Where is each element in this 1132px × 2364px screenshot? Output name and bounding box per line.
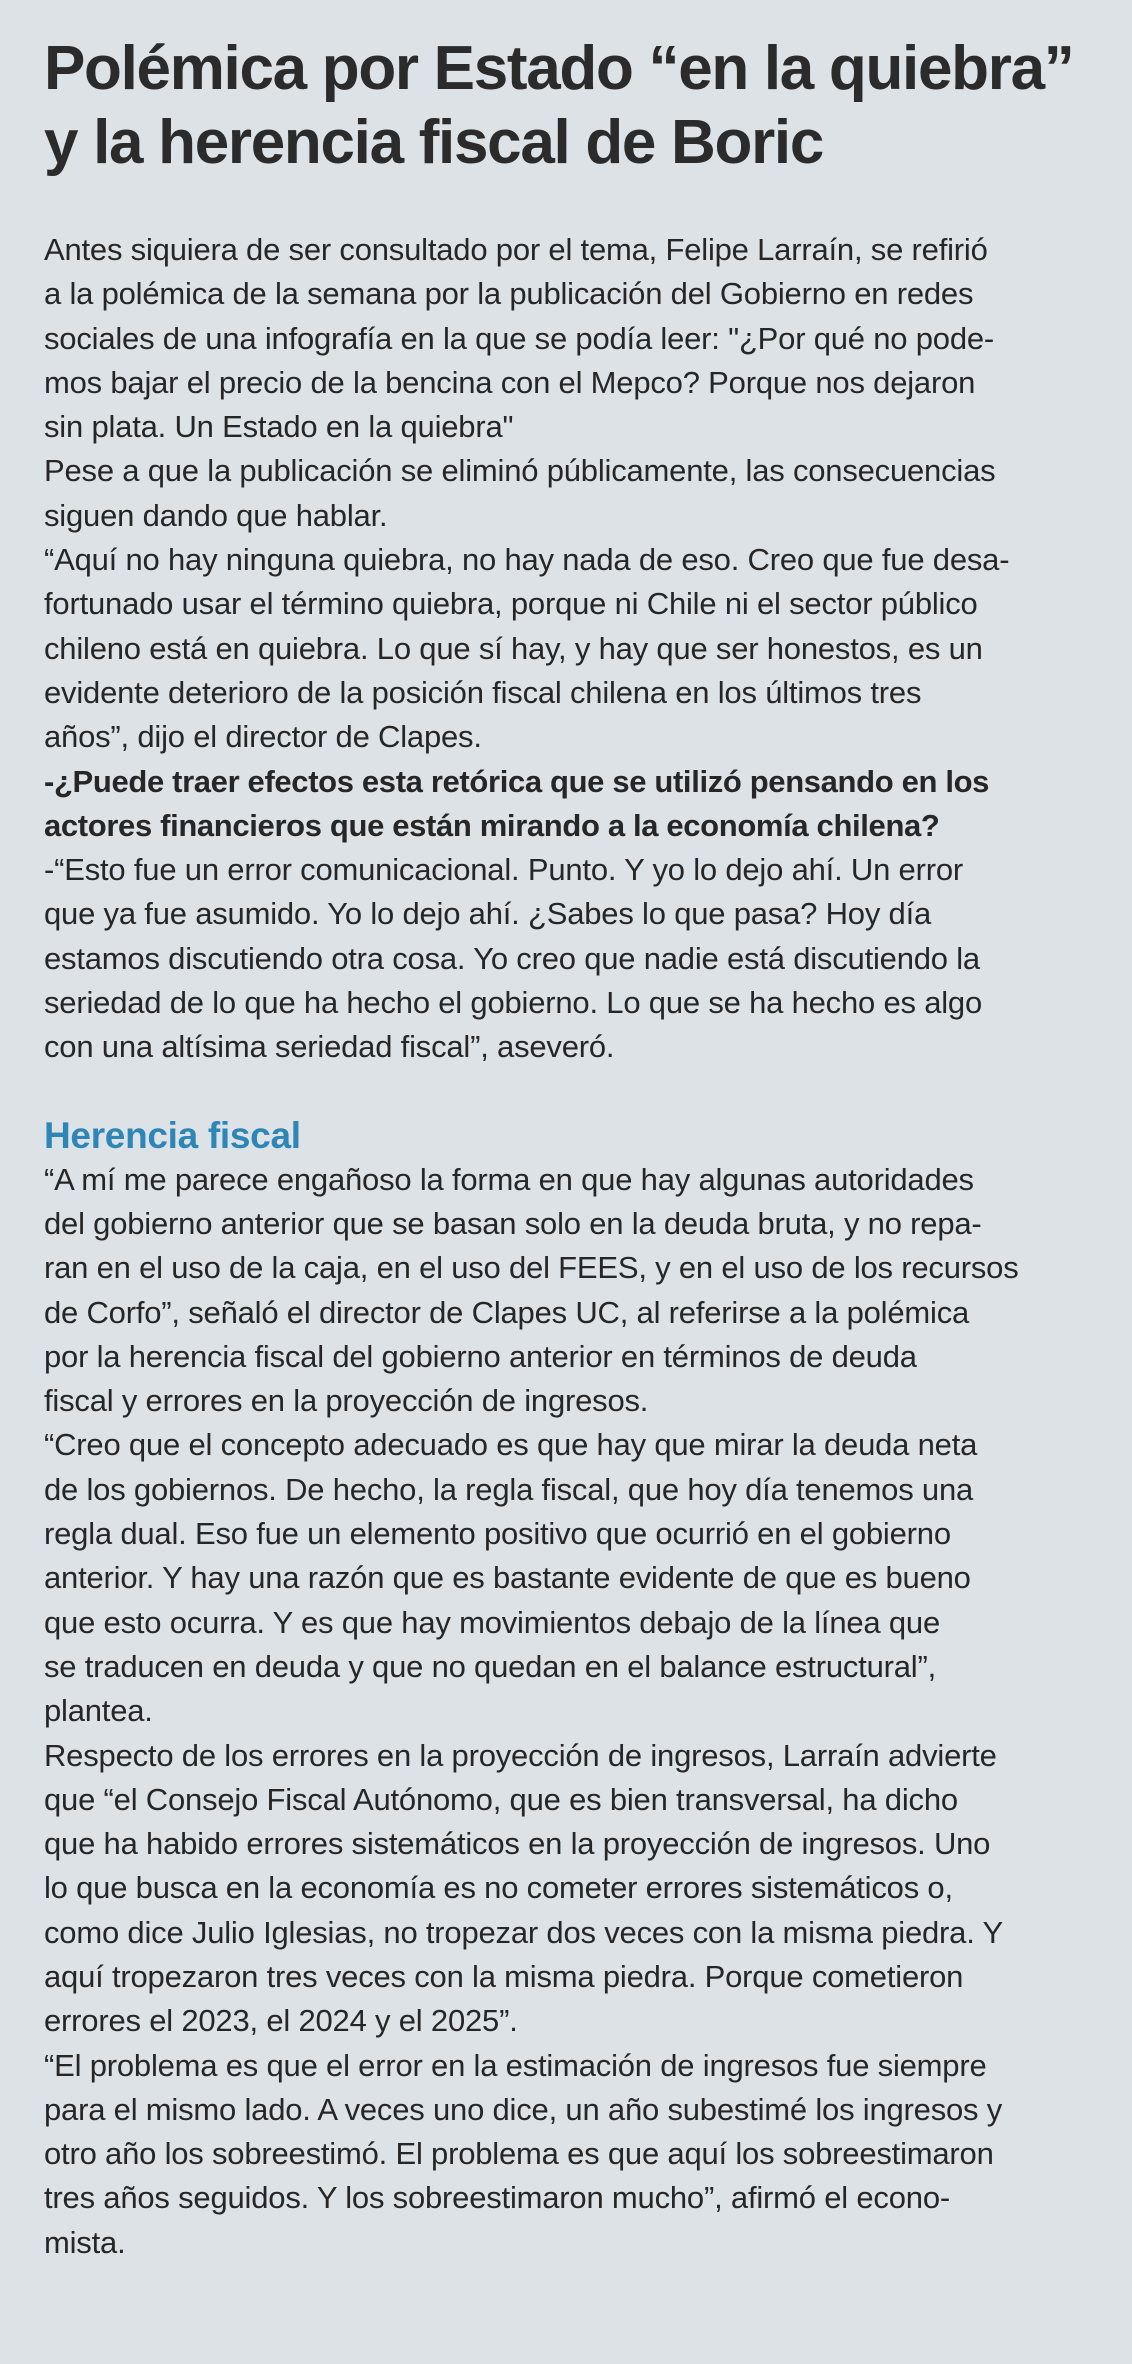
body-line: Pese a que la publicación se eliminó públicamente, las consecuencias [44, 453, 996, 489]
body-line: fortunado usar el término quiebra, porque ni Chile ni el sector público [44, 586, 978, 622]
body-line: mos bajar el precio de la bencina con el Mepco? Porque nos dejaron [44, 364, 976, 400]
body-line: para el mismo lado. A veces uno dice, un año subestimé los ingresos y [44, 2091, 1003, 2127]
headline-line: y la herencia fiscal de Boric [44, 108, 824, 177]
body-line: Respecto de los errores en la proyección de ingresos, Larraín advierte [44, 1737, 997, 1773]
body-line: de Corfo”, señaló el director de Clapes UC, al referirse a la polémica [44, 1294, 970, 1330]
body-line: siguen dando que hablar. [44, 497, 388, 533]
interview-answer-line: con una altísima seriedad fiscal”, aseveró. [44, 1029, 615, 1065]
body-line: de los gobiernos. De hecho, la regla fiscal, que hoy día tenemos una [44, 1471, 974, 1507]
section-subhead: Herencia fiscal [44, 1114, 301, 1156]
body-line: “Creo que el concepto adecuado es que hay que mirar la deuda neta [44, 1427, 978, 1463]
body-line: lo que busca en la economía es no cometer errores sistemáticos o, [44, 1870, 953, 1906]
body-line: se traducen en deuda y que no quedan en el balance estructural”, [44, 1648, 937, 1684]
body-line: años”, dijo el director de Clapes. [44, 719, 482, 755]
body-line: que “el Consejo Fiscal Autónomo, que es bien transversal, ha dicho [44, 1781, 958, 1817]
interview-answer-line: estamos discutiendo otra cosa. Yo creo que nadie está discutiendo la [44, 940, 980, 976]
body-line: tres años seguidos. Y los sobreestimaron mucho”, afirmó el econo- [44, 2180, 950, 2216]
interview-answer-line: seriedad de lo que ha hecho el gobierno. Lo que se ha hecho es algo [44, 985, 983, 1021]
body-line: aquí tropezaron tres veces con la misma piedra. Porque cometieron [44, 1958, 964, 1994]
body-line: que esto ocurra. Y es que hay movimientos debajo de la línea que [44, 1604, 940, 1640]
body-line: errores el 2023, el 2024 y el 2025”. [44, 2003, 518, 2039]
interview-answer-line: que ya fue asumido. Yo lo dejo ahí. ¿Sabes lo que pasa? Hoy día [44, 896, 932, 932]
article-headline [44, 32, 1096, 180]
body-line: a la polémica de la semana por la publicación del Gobierno en redes [44, 276, 974, 312]
body-line: mista. [44, 2224, 126, 2260]
body-line: por la herencia fiscal del gobierno anterior en términos de deuda [44, 1338, 917, 1374]
section-herencia-fiscal [44, 1158, 1096, 2265]
body-line: del gobierno anterior que se basan solo en la deuda bruta, y no repa- [44, 1205, 982, 1241]
body-line: regla dual. Eso fue un elemento positivo que ocurrió en el gobierno [44, 1516, 951, 1552]
interview-question-line: actores financieros que están mirando a la economía chilena? [44, 807, 940, 843]
interview-answer-line: -“Esto fue un error comunicacional. Punto. Y yo lo dejo ahí. Un error [44, 852, 963, 888]
body-line: ran en el uso de la caja, en el uso del FEES, y en el uso de los recursos [44, 1250, 1019, 1286]
body-line: plantea. [44, 1693, 153, 1729]
body-line: que ha habido errores sistemáticos en la proyección de ingresos. Uno [44, 1826, 991, 1862]
article-body [44, 228, 1096, 2265]
section-intro [44, 228, 1096, 1070]
body-line: otro año los sobreestimó. El problema es que aquí los sobreestimaron [44, 2136, 994, 2172]
body-line: Antes siquiera de ser consultado por el tema, Felipe Larraín, se refirió [44, 232, 988, 267]
interview-question-line: -¿Puede traer efectos esta retórica que se utilizó pensando en los [44, 763, 990, 799]
body-line: fiscal y errores en la proyección de ingresos. [44, 1383, 649, 1419]
body-line: chileno está en quiebra. Lo que sí hay, y hay que ser honestos, es un [44, 630, 983, 666]
body-line: evidente deterioro de la posición fiscal chilena en los últimos tres [44, 674, 922, 710]
body-line: “Aquí no hay ninguna quiebra, no hay nada de eso. Creo que fue desa- [44, 542, 1010, 578]
headline-line: Polémica por Estado “en la quiebra” [44, 34, 1074, 103]
body-line: sociales de una infografía en la que se podía leer: "¿Por qué no pode- [44, 320, 995, 356]
body-line: “A mí me parece engañoso la forma en que hay algunas autoridades [44, 1161, 974, 1197]
body-line: “El problema es que el error en la estimación de ingresos fue siempre [44, 2047, 987, 2083]
body-line: anterior. Y hay una razón que es bastante evidente de que es bueno [44, 1560, 971, 1596]
body-line: sin plata. Un Estado en la quiebra" [44, 409, 514, 445]
body-line: como dice Julio Iglesias, no tropezar dos veces con la misma piedra. Y [44, 1914, 1003, 1950]
